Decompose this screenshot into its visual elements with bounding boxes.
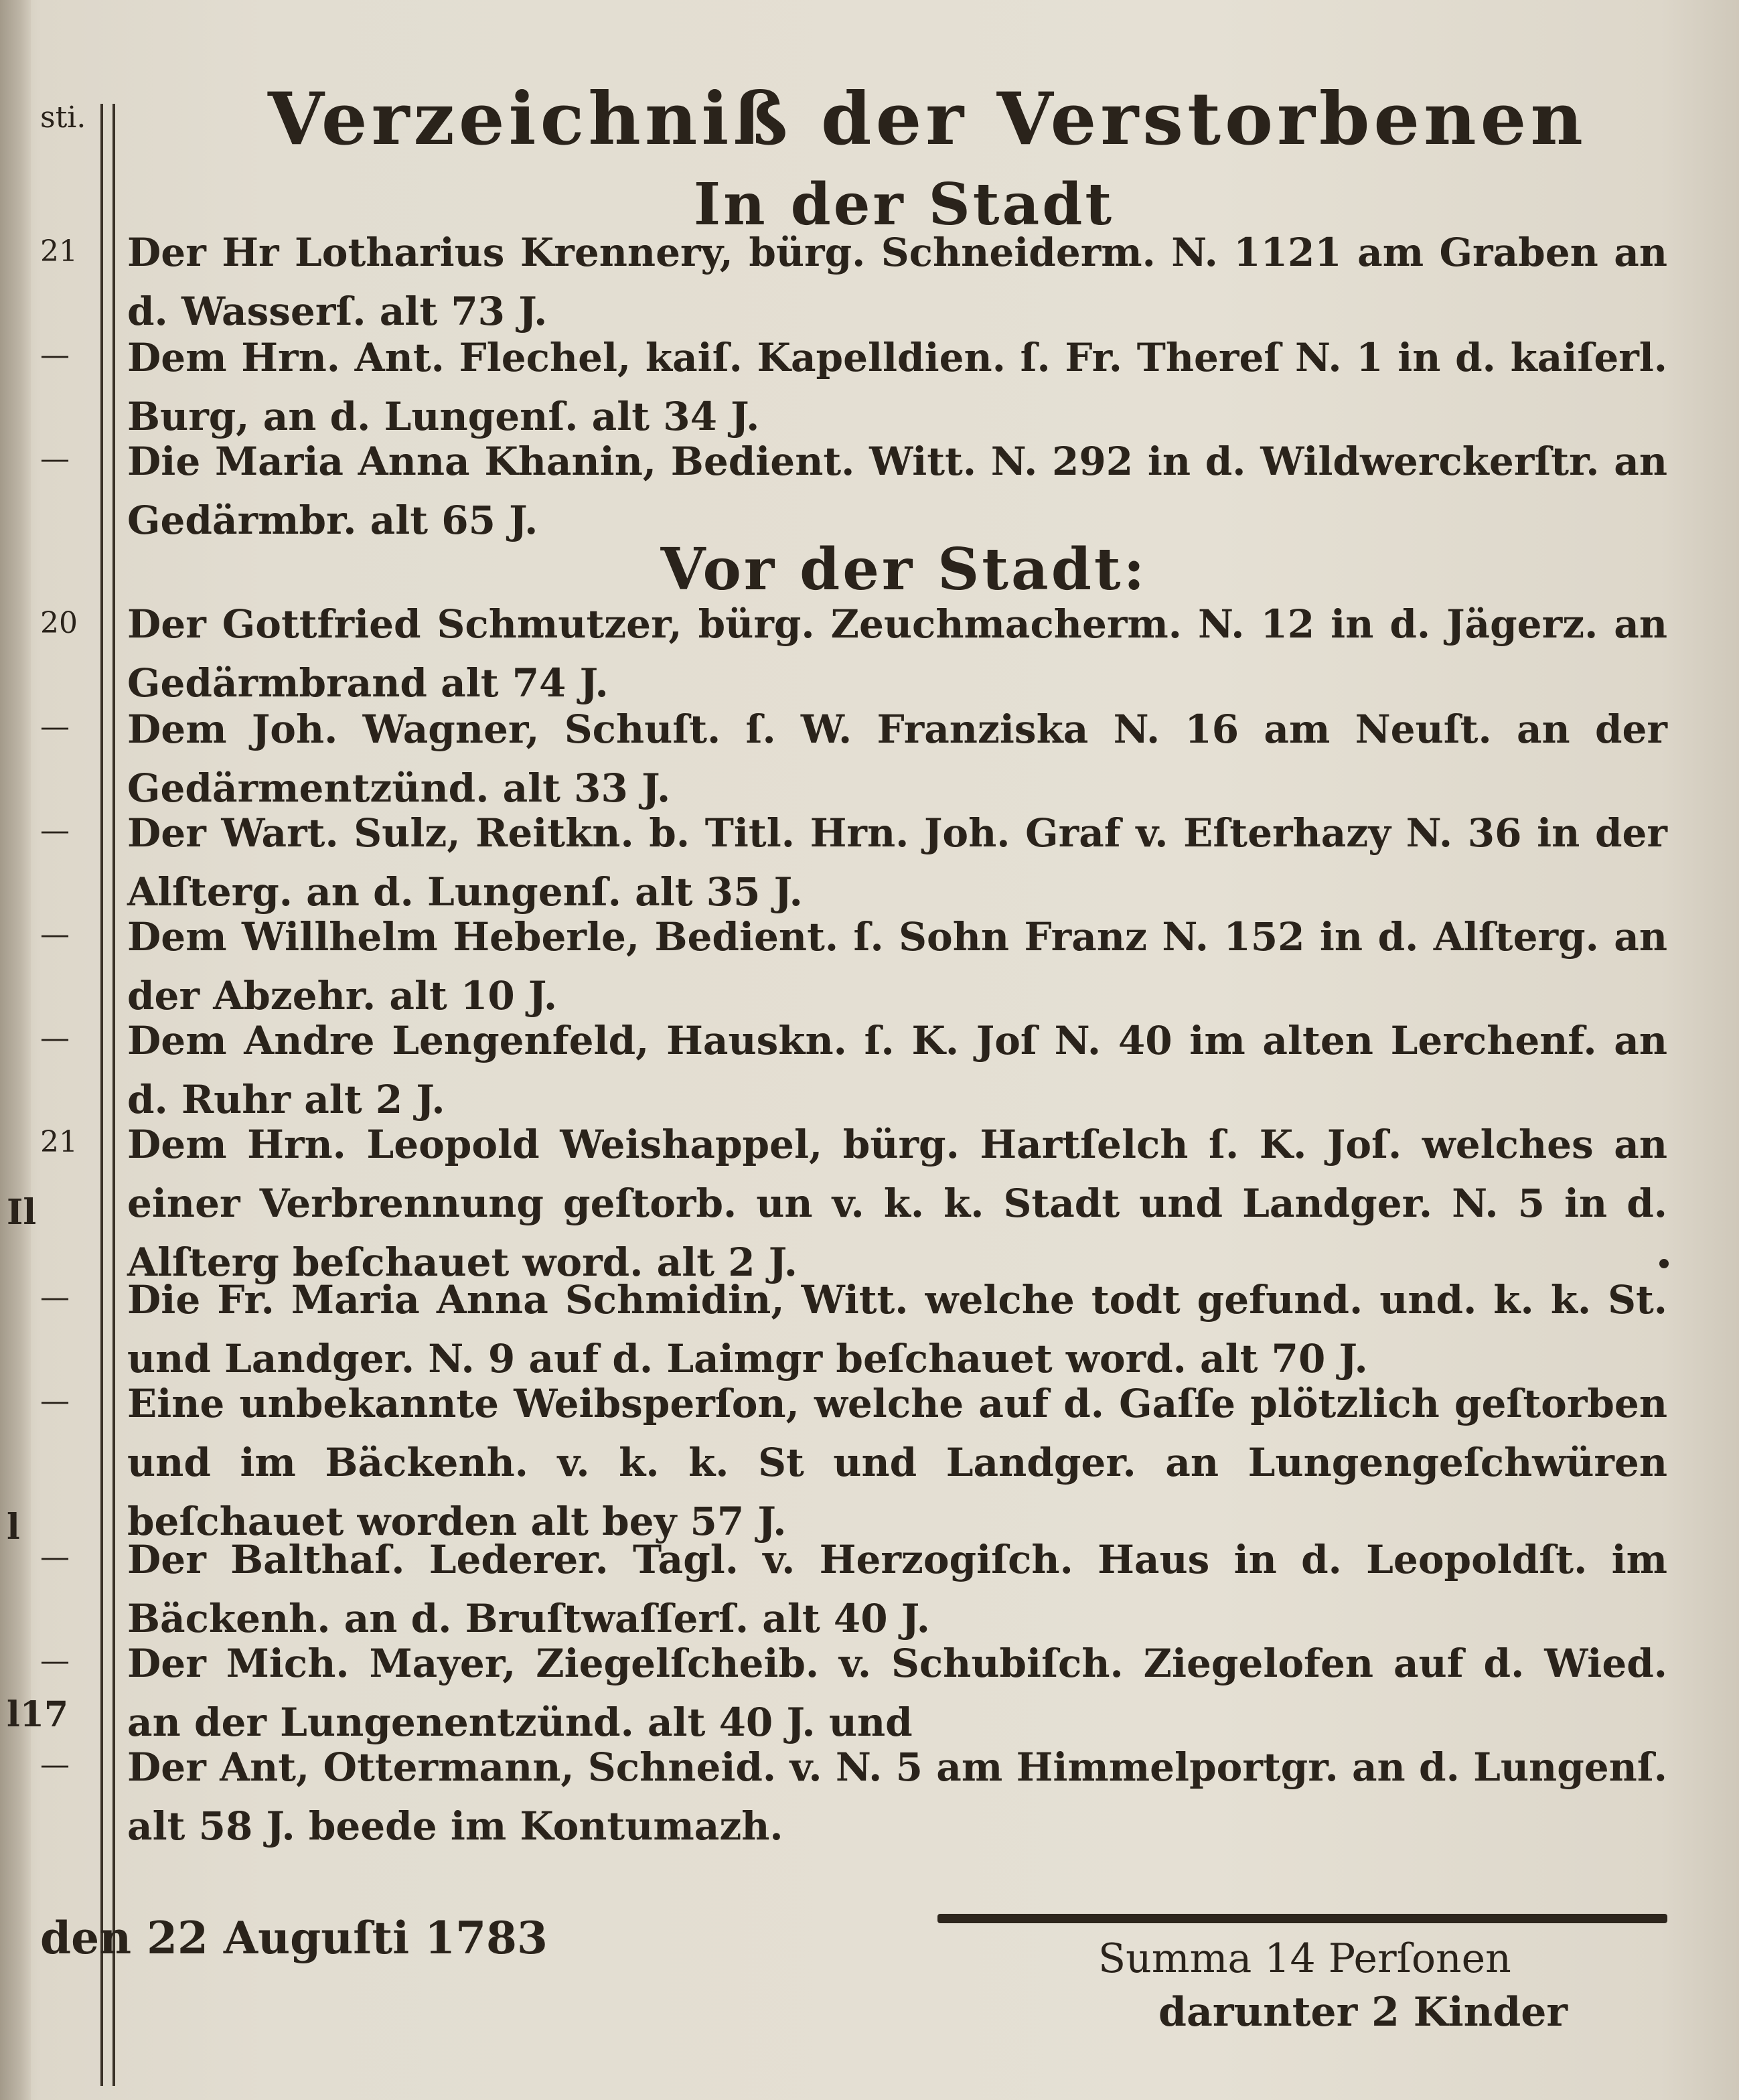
footer-rule — [937, 1914, 1667, 1923]
ink-speck — [1659, 1259, 1669, 1268]
entry: Die Fr. Maria Anna Schmidin, Witt. welche todt gefund. und. k. k. St. und Landger. N. 9 auf d. Laimgr beſchauet word. alt 70 J. — [127, 1277, 1667, 1381]
section-title-city: In der Stadt — [693, 171, 1115, 238]
entry: Der Wart. Sulz, Reitkn. b. Titl. Hrn. Joh. Graf v. Eſterhazy N. 36 in der Alſterg. an d. Lungenſ. alt 35 J. — [127, 810, 1667, 915]
entry: Die Maria Anna Khanin, Bedient. Witt. N. 292 in d. Wildwerckerſtr. an Gedärmbr. alt 65 J. — [127, 439, 1667, 543]
entry-date-mark: — — [40, 1540, 70, 1574]
entry-date-mark: — — [40, 1644, 70, 1678]
footer-date: den 22 Auguſti 1783 — [40, 1912, 548, 1964]
entry-date-mark: — — [40, 442, 70, 476]
entry: Dem Hrn. Ant. Flechel, kaiſ. Kapelldien. ſ. Fr. Thereſ N. 1 in d. kaiſerl. Burg, an d. Lungenſ. alt 34 J. — [127, 335, 1667, 439]
entry-date-mark: 21 — [40, 1125, 78, 1159]
entry-date-mark: — — [40, 710, 70, 744]
entry-date-mark: — — [40, 1748, 70, 1782]
entry: Der Gottfried Schmutzer, bürg. Zeuchmacherm. N. 12 in d. Jägerz. an Gedärmbrand alt 74 J. — [127, 601, 1667, 706]
entry: Der Balthaſ. Lederer. Tagl. v. Herzogiſch. Haus in d. Leopoldſt. im Bäckenh. an d. Bruſtwaſſerſ. alt 40 J. — [127, 1537, 1667, 1641]
entry: Dem Andre Lengenfeld, Hauskn. ſ. K. Joſ N. 40 im alten Lerchenf. an d. Ruhr alt 2 J. — [127, 1018, 1667, 1122]
margin-fragment: l — [7, 1507, 20, 1548]
entry-date-mark: — — [40, 1384, 70, 1418]
margin-rule-right — [112, 104, 115, 2086]
margin-top-note: sti. — [40, 100, 86, 135]
entry: Der Mich. Mayer, Ziegelſcheib. v. Schubiſch. Ziegelofen auf d. Wied. an der Lungenentzünd. alt 40 J. und — [127, 1641, 1667, 1745]
section-title-suburb: Vor der Stadt: — [660, 536, 1148, 603]
entry: Dem Hrn. Leopold Weishappel, bürg. Hartſelch ſ. K. Joſ. welches an einer Verbrennung geſtorb. un v. k. k. Stadt und Landger. N. 5 in d. Alſterg beſchauet word. alt 2 J. — [127, 1122, 1667, 1285]
entry-date-mark: 21 — [40, 234, 78, 269]
margin-fragment: l17 — [7, 1694, 69, 1735]
book-spine-shadow — [0, 0, 31, 2100]
summary-total: Summa 14 Perſonen — [1098, 1935, 1511, 1982]
entry: Der Hr Lotharius Krennery, bürg. Schneiderm. N. 1121 am Graben an d. Wasserſ. alt 73 J. — [127, 230, 1667, 334]
entry-date-mark: 20 — [40, 606, 78, 640]
entry-date-mark: — — [40, 814, 70, 848]
summary-children: darunter 2 Kinder — [1158, 1989, 1568, 2036]
margin-fragment: Il — [7, 1192, 37, 1233]
entry-date-mark: — — [40, 917, 70, 952]
entry: Eine unbekannte Weibsperſon, welche auf d. Gaſſe plötzlich geſtorben und im Bäckenh. v. k. k. St und Landger. an Lungengeſchwüren beſchauet worden alt bey 57 J. — [127, 1381, 1667, 1544]
margin-rule-left — [100, 104, 103, 2086]
entry-date-mark: — — [40, 1021, 70, 1055]
entry-date-mark: — — [40, 1280, 70, 1315]
entry-date-mark: — — [40, 338, 70, 372]
entry: Dem Willhelm Heberle, Bedient. ſ. Sohn Franz N. 152 in d. Alſterg. an der Abzehr. alt 10 J. — [127, 914, 1667, 1019]
entry: Der Ant, Ottermann, Schneid. v. N. 5 am Himmelportgr. an d. Lungenſ. alt 58 J. beede im Kontumazh. — [127, 1744, 1667, 1849]
page-title: Verzeichniß der Verstorbenen — [268, 77, 1587, 161]
entry: Dem Joh. Wagner, Schuſt. ſ. W. Franziska N. 16 am Neuſt. an der Gedärmentzünd. alt 33 J. — [127, 706, 1667, 811]
